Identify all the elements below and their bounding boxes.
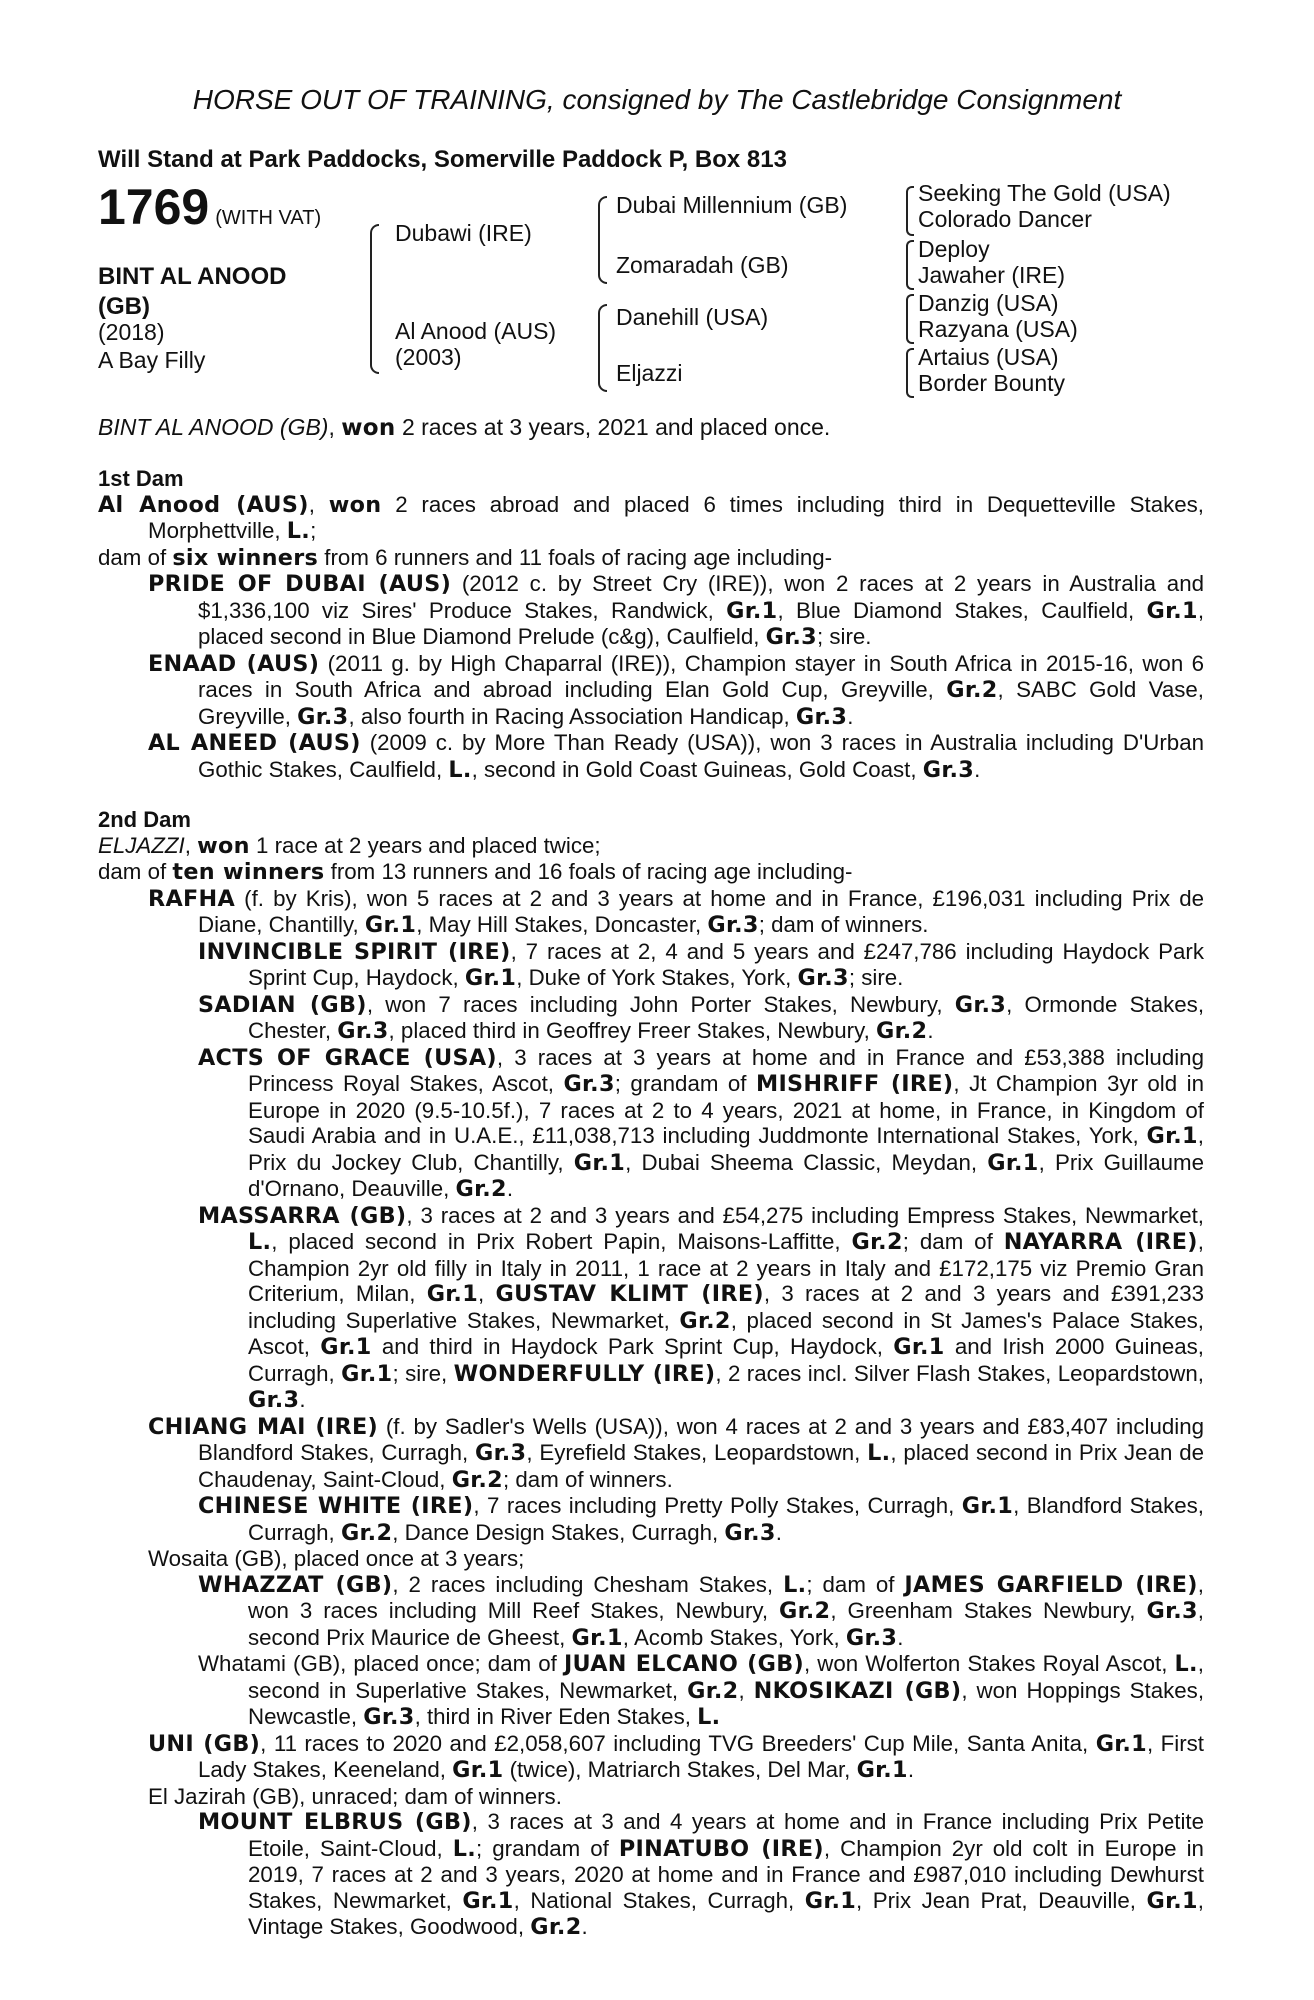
pedigree-sds: Deploy bbox=[918, 236, 990, 262]
pedigree-brace bbox=[906, 186, 914, 236]
grade-label: Gr.3 bbox=[475, 1440, 527, 1466]
record-text: and Irish 2000 Guineas, Curragh, bbox=[248, 1334, 1204, 1386]
horse-name-bold: PINATUBO (IRE) bbox=[618, 1835, 824, 1862]
record-text: , 2 races incl. Silver Flash Stakes, Leopardstown, bbox=[715, 1360, 1204, 1386]
grade-label: Gr.1 bbox=[987, 1149, 1039, 1176]
produce-record bbox=[98, 466, 1204, 1941]
horse-name-bold: WONDERFULLY (IRE) bbox=[453, 1360, 716, 1387]
record-text: , Dance Design Stakes, Curragh, bbox=[392, 1519, 725, 1545]
record-text: . bbox=[897, 1624, 904, 1650]
horse-name-bold: JAMES GARFIELD (IRE) bbox=[904, 1571, 1198, 1598]
won-label: won bbox=[197, 832, 250, 859]
record-text: , placed second in Blue Diamond Prelude (c&g), Caulfield, bbox=[198, 597, 1205, 649]
record-text: , 11 races to 2020 and £2,058,607 including TVG Breeders' Cup Mile, Santa Anita, bbox=[260, 1730, 1096, 1756]
record-text: . bbox=[974, 756, 981, 782]
grade-label: L. bbox=[452, 1835, 477, 1862]
pedigree-sire-dam: Zomaradah (GB) bbox=[616, 252, 789, 278]
produce-entry bbox=[98, 1414, 1204, 1494]
record-text: ; sire. bbox=[848, 965, 904, 990]
pedigree-brace bbox=[598, 196, 607, 284]
record-text: . bbox=[299, 1387, 306, 1412]
record-text: , Blue Diamond Stakes, Caulfield, bbox=[777, 597, 1147, 623]
record-text: dam of bbox=[98, 859, 173, 884]
race-summary: BINT AL ANOOD (GB), won 2 races at 3 years, 2021 and placed once. bbox=[98, 414, 831, 441]
horse-name-bold: INVINCIBLE SPIRIT (IRE) bbox=[198, 938, 511, 965]
horse-name-bold: NKOSIKAZI (GB) bbox=[753, 1677, 962, 1704]
pedigree-sss: Seeking The Gold (USA) bbox=[918, 180, 1171, 206]
produce-entry bbox=[98, 1045, 1204, 1203]
grade-label: Gr.2 bbox=[451, 1466, 503, 1493]
record-text: ; dam of winners. bbox=[758, 912, 929, 937]
lot-number-value: 1769 bbox=[98, 179, 210, 235]
horse-name-bold: MASSARRA (GB) bbox=[198, 1202, 407, 1229]
record-text: , second Prix Maurice de Gheest, bbox=[248, 1598, 1204, 1650]
dam-name: Al Anood (AUS) bbox=[98, 491, 309, 518]
pedigree-ssd: Colorado Dancer bbox=[918, 206, 1092, 232]
vat-note: (WITH VAT) bbox=[215, 207, 322, 229]
dam-name: ELJAZZI bbox=[98, 832, 185, 858]
grade-label: L. bbox=[867, 1440, 891, 1466]
grade-label: Gr.2 bbox=[946, 677, 998, 703]
record-text: (f. by Kris), won 5 races at 2 and 3 years at home and in France, £196,031 including Prix de Diane, Chantilly, bbox=[198, 885, 1204, 937]
horse-name-bold: SADIAN (GB) bbox=[198, 991, 367, 1018]
produce-entry bbox=[98, 939, 1204, 992]
grade-label: Gr.2 bbox=[851, 1229, 903, 1255]
pedigree-dsd: Razyana (USA) bbox=[918, 316, 1078, 342]
record-text: , placed third in Geoffrey Freer Stakes, Newbury, bbox=[388, 1018, 876, 1043]
first-dam-heading: 1st Dam bbox=[98, 466, 184, 491]
grade-label: L. bbox=[448, 756, 472, 783]
horse-name-bold: WHAZZAT (GB) bbox=[198, 1571, 393, 1598]
record-text: 2 races abroad and placed 6 times including third in Dequetteville Stakes, Morphettville, bbox=[148, 491, 1204, 543]
horse-name-bold: ENAAD (AUS) bbox=[148, 650, 320, 677]
horse-name-bold: CHIANG MAI (IRE) bbox=[148, 1413, 378, 1440]
record-text: , Prix Guillaume d'Ornano, Deauville, bbox=[248, 1149, 1205, 1201]
grade-label: Gr.1 bbox=[1146, 1887, 1198, 1914]
pedigree-brace bbox=[906, 348, 914, 398]
record-text: . bbox=[775, 1519, 782, 1545]
grade-label: Gr.2 bbox=[779, 1598, 831, 1624]
record-text: , placed second in St James's Palace Stakes, Ascot, bbox=[248, 1307, 1204, 1359]
grade-label: Gr.1 bbox=[462, 1887, 514, 1914]
record-text: ; grandam of bbox=[614, 1071, 756, 1096]
grade-label: Gr.3 bbox=[297, 703, 349, 730]
grade-label: Gr.2 bbox=[340, 1519, 393, 1546]
grade-label: Gr.1 bbox=[856, 1757, 908, 1783]
record-text: , second in Gold Coast Guineas, Gold Coast, bbox=[471, 756, 923, 782]
produce-entry bbox=[98, 1731, 1204, 1784]
record-text: ; dam of bbox=[902, 1229, 1004, 1254]
second-dam-heading: 2nd Dam bbox=[98, 807, 191, 832]
horse-description: A Bay Filly bbox=[98, 347, 206, 373]
grade-label: Gr.3 bbox=[954, 991, 1007, 1018]
record-text: , 3 races at 3 and 4 years at home and in France including Prix Petite Etoile, Saint-Cloud, bbox=[248, 1809, 1204, 1861]
produce-entry bbox=[98, 1809, 1204, 1941]
record-text: , Acomb Stakes, York, bbox=[622, 1624, 846, 1650]
record-text: 1 race at 2 years and placed twice; bbox=[249, 832, 601, 858]
won-label: won bbox=[328, 491, 382, 518]
record-text: , Prix du Jockey Club, Chantilly, bbox=[248, 1123, 1204, 1175]
winners-count: six winners bbox=[172, 544, 319, 571]
record-text: , Prix Jean Prat, Deauville, bbox=[856, 1887, 1147, 1913]
record-text: , won Hoppings Stakes, Newcastle, bbox=[248, 1677, 1205, 1729]
pedigree-dam-sire: Danehill (USA) bbox=[616, 304, 769, 330]
grade-label: Gr.1 bbox=[804, 1887, 857, 1914]
lot-number bbox=[98, 178, 321, 236]
record-text: (2012 c. by Street Cry (IRE)), won 2 races at 2 years in Australia and $1,336,100 viz Sires' Produce Stakes, Randwick, bbox=[198, 571, 1205, 623]
horse-name-bold: NAYARRA (IRE) bbox=[1003, 1229, 1198, 1255]
record-text: , Vintage Stakes, Goodwood, bbox=[248, 1887, 1204, 1939]
record-text: , Blandford Stakes, Curragh, bbox=[248, 1493, 1204, 1545]
record-text: , May Hill Stakes, Doncaster, bbox=[416, 912, 708, 937]
record-text: , Jt Champion 3yr old in Europe in 2020 (9.5-10.5f.), 7 races at 2 to 4 years, 2021 at home, in France, in Kingdom of Saudi Arabia and in U.A.E., £11,038,713 including Juddmonte International Stakes, York, bbox=[248, 1071, 1204, 1148]
summary-horse: BINT AL ANOOD (GB) bbox=[98, 414, 329, 440]
grade-label: L. bbox=[286, 518, 311, 544]
record-text: ; bbox=[310, 518, 317, 543]
horse-name: BINT AL ANOOD (GB) bbox=[98, 263, 287, 320]
record-text: , Champion 2yr old filly in Italy in 2011, 1 race at 2 years in Italy and £172,175 viz Premio Gran Criterium, Milan, bbox=[248, 1229, 1204, 1306]
grade-label: Gr.3 bbox=[724, 1519, 776, 1546]
grade-label: L. bbox=[248, 1229, 272, 1255]
record-text: , third in River Eden Stakes, bbox=[414, 1704, 698, 1729]
produce-entry bbox=[98, 730, 1204, 783]
grade-label: L. bbox=[1174, 1651, 1198, 1677]
produce-entry bbox=[98, 886, 1204, 939]
record-text: ; dam of winners. bbox=[503, 1466, 673, 1492]
record-text: Whatami (GB), placed once; dam of bbox=[198, 1651, 564, 1676]
record-text: , Ormonde Stakes, Chester, bbox=[248, 991, 1205, 1043]
record-text: , National Stakes, Curragh, bbox=[513, 1887, 805, 1913]
grade-label: Gr.3 bbox=[707, 912, 759, 938]
second-dam-record: ELJAZZI, won 1 race at 2 years and placed twice; bbox=[98, 832, 601, 859]
grade-label: Gr.3 bbox=[363, 1704, 415, 1730]
section-gap bbox=[98, 783, 1204, 807]
record-text: , won Wolferton Stakes Royal Ascot, bbox=[804, 1651, 1175, 1676]
summary-won: won bbox=[341, 415, 396, 441]
pedigree-sire-sire: Dubai Millennium (GB) bbox=[616, 192, 848, 218]
record-text: , 3 races at 3 years at home and in France and £53,388 including Princess Royal Stakes, Ascot, bbox=[248, 1044, 1204, 1096]
record-text: , Eyrefield Stakes, Leopardstown, bbox=[526, 1440, 868, 1465]
record-text: dam of bbox=[98, 544, 173, 570]
grade-label: Gr.1 bbox=[573, 1149, 626, 1176]
grade-label: Gr.3 bbox=[765, 624, 817, 650]
first-dam-produce bbox=[98, 545, 1204, 572]
horse-name-bold: GUSTAV KLIMT (IRE) bbox=[495, 1281, 764, 1307]
pedigree-brace bbox=[906, 240, 914, 290]
pedigree-sire: Dubawi (IRE) bbox=[395, 220, 532, 246]
grade-label: Gr.1 bbox=[464, 965, 517, 991]
record-text: . bbox=[581, 1914, 588, 1939]
grade-label: Gr.1 bbox=[426, 1281, 479, 1307]
record-text: , First Lady Stakes, Keeneland, bbox=[198, 1730, 1204, 1782]
record-text: from 13 runners and 16 foals of racing age including- bbox=[324, 859, 853, 884]
record-text: (f. by Sadler's Wells (USA)), won 4 races at 2 and 3 years and £83,407 including Blandford Stakes, Curragh, bbox=[198, 1413, 1204, 1465]
grade-label: L. bbox=[783, 1571, 807, 1598]
horse-name-bold: UNI (GB) bbox=[148, 1730, 261, 1757]
summary-text: 2 races at 3 years, 2021 and placed once. bbox=[395, 414, 831, 440]
record-text: , won 3 races including Mill Reef Stakes, Newbury, bbox=[248, 1571, 1204, 1623]
produce-entry: Wosaita (GB), placed once at 3 years; bbox=[148, 1546, 525, 1571]
horse-name-bold: ACTS OF GRACE (USA) bbox=[198, 1044, 497, 1071]
winners-count: ten winners bbox=[172, 859, 325, 885]
horse-name-bold: MISHRIFF (IRE) bbox=[755, 1071, 954, 1097]
grade-label: Gr.1 bbox=[961, 1493, 1014, 1519]
grade-label: Gr.3 bbox=[845, 1624, 898, 1651]
record-text: , 7 races at 2, 4 and 5 years and £247,786 including Haydock Park Sprint Cup, Haydock, bbox=[248, 938, 1204, 990]
grade-label: Gr.3 bbox=[563, 1071, 615, 1097]
grade-label: Gr.3 bbox=[797, 965, 849, 991]
produce-entry bbox=[98, 651, 1204, 731]
record-text: , placed second in Prix Robert Papin, Maisons-Laffitte, bbox=[271, 1229, 852, 1254]
stand-location: Will Stand at Park Paddocks, Somerville Paddock P, Box 813 bbox=[98, 146, 787, 173]
grade-label: Gr.2 bbox=[530, 1914, 582, 1940]
grade-label: Gr.1 bbox=[1095, 1730, 1147, 1757]
pedigree-dds: Artaius (USA) bbox=[918, 344, 1059, 370]
pedigree-brace bbox=[370, 224, 379, 374]
horse-name-bold: RAFHA bbox=[148, 885, 236, 912]
record-text: , Dubai Sheema Classic, Meydan, bbox=[625, 1149, 988, 1175]
record-text: , 7 races including Pretty Polly Stakes, Curragh, bbox=[473, 1493, 962, 1518]
grade-label: Gr.3 bbox=[922, 756, 975, 783]
grade-label: Gr.3 bbox=[248, 1387, 300, 1413]
grade-label: Gr.1 bbox=[320, 1334, 372, 1360]
record-text: , bbox=[738, 1677, 754, 1703]
record-text: (2009 c. by More Than Ready (USA)), won 3 races in Australia including D'Urban Gothic Stakes, Caulfield, bbox=[198, 730, 1204, 782]
produce-entry bbox=[98, 1203, 1204, 1414]
page-header: HORSE OUT OF TRAINING, consigned by The Castlebridge Consignment bbox=[192, 84, 1122, 115]
grade-label: Gr.1 bbox=[1146, 1123, 1198, 1149]
record-text: , Duke of York Stakes, York, bbox=[516, 965, 798, 990]
record-text: ; grandam of bbox=[476, 1835, 619, 1861]
produce-entry bbox=[98, 1493, 1204, 1546]
pedigree-dam-dam: Eljazzi bbox=[616, 360, 683, 386]
pedigree-dam: Al Anood (AUS) bbox=[395, 318, 557, 344]
record-text: , second in Superlative Stakes, Newmarket, bbox=[248, 1651, 1204, 1703]
horse-name-bold: CHINESE WHITE (IRE) bbox=[198, 1493, 474, 1519]
grade-label: Gr.3 bbox=[337, 1018, 389, 1044]
grade-label: Gr.2 bbox=[687, 1677, 739, 1704]
horse-name-bold: PRIDE OF DUBAI (AUS) bbox=[148, 571, 452, 597]
record-text: ; sire. bbox=[816, 624, 872, 649]
record-text: . bbox=[847, 703, 854, 729]
horse-name-bold: JUAN ELCANO (GB) bbox=[563, 1651, 805, 1677]
record-text: . bbox=[907, 1757, 915, 1782]
record-text: , also fourth in Racing Association Handicap, bbox=[348, 703, 796, 729]
record-text: (twice), Matriarch Stakes, Del Mar, bbox=[503, 1757, 857, 1782]
record-text: , 2 races including Chesham Stakes, bbox=[392, 1571, 784, 1597]
record-text: ; sire, bbox=[392, 1360, 454, 1386]
grade-label: Gr.2 bbox=[679, 1307, 731, 1334]
record-text: (2011 g. by High Chaparral (IRE)), Champion stayer in South Africa in 2015-16, won 6 races in South Africa and abroad including Elan Gold Cup, Greyville, bbox=[198, 650, 1204, 702]
record-text: , 3 races at 2 and 3 years and £54,275 including Empress Stakes, Newmarket, bbox=[406, 1202, 1204, 1228]
record-text: from 6 runners and 11 foals of racing age including- bbox=[318, 544, 833, 570]
grade-label: Gr.2 bbox=[455, 1176, 507, 1202]
pedigree-dss: Danzig (USA) bbox=[918, 290, 1059, 316]
second-dam-produce bbox=[98, 859, 1204, 886]
first-dam-record: Al Anood (AUS), won 2 races abroad and placed 6 times including third in Dequetteville Stakes, Morphettville, L.; bbox=[98, 491, 1204, 544]
grade-label: Gr.1 bbox=[341, 1360, 393, 1387]
record-text: and third in Haydock Park Sprint Cup, Haydock, bbox=[371, 1334, 894, 1359]
record-text: , Greenham Stakes Newbury, bbox=[830, 1598, 1147, 1623]
horse-name-bold: MOUNT ELBRUS (GB) bbox=[198, 1809, 472, 1835]
grade-label: Gr.3 bbox=[795, 703, 848, 730]
horse-details bbox=[98, 318, 205, 374]
grade-label: Gr.1 bbox=[364, 912, 417, 938]
record-text: , Champion 2yr old colt in Europe in 2019, 7 races at 2 and 3 years, 2020 at home and in France and £987,010 including Dewhurst Stakes, Newmarket, bbox=[248, 1835, 1204, 1913]
horse-name-bold: AL ANEED (AUS) bbox=[148, 730, 361, 756]
produce-entry: El Jazirah (GB), unraced; dam of winners. bbox=[148, 1783, 562, 1809]
grade-label: Gr.1 bbox=[452, 1757, 504, 1783]
pedigree-brace bbox=[906, 294, 914, 344]
grade-label: Gr.1 bbox=[1146, 597, 1198, 624]
pedigree-brace bbox=[598, 304, 607, 392]
produce-entry bbox=[98, 1651, 1204, 1731]
horse-year: (2018) bbox=[98, 319, 165, 345]
grade-label: Gr.1 bbox=[726, 597, 778, 624]
pedigree-sdd: Jawaher (IRE) bbox=[918, 262, 1065, 288]
record-text: , won 7 races including John Porter Stakes, Newbury, bbox=[366, 991, 955, 1017]
record-text: , placed second in Prix Jean de Chaudenay, Saint-Cloud, bbox=[198, 1440, 1204, 1492]
produce-entry bbox=[98, 992, 1204, 1045]
pedigree-ddd: Border Bounty bbox=[918, 370, 1066, 396]
record-text: . bbox=[506, 1176, 514, 1201]
produce-entry bbox=[98, 571, 1204, 651]
grade-label: Gr.1 bbox=[571, 1624, 623, 1651]
grade-label: Gr.2 bbox=[876, 1018, 928, 1044]
record-text: , bbox=[478, 1281, 496, 1306]
grade-label: Gr.3 bbox=[1146, 1598, 1198, 1624]
produce-entry bbox=[98, 1572, 1204, 1652]
record-text: , SABC Gold Vase, Greyville, bbox=[198, 677, 1204, 729]
record-text: . bbox=[927, 1018, 934, 1043]
record-text: ; dam of bbox=[806, 1571, 905, 1597]
grade-label: Gr.1 bbox=[893, 1334, 945, 1360]
record-text: , 3 races at 2 and 3 years and £391,233 including Superlative Stakes, Newmarket, bbox=[248, 1281, 1204, 1333]
pedigree-dam-year: (2003) bbox=[395, 344, 462, 370]
grade-label: L. bbox=[697, 1704, 721, 1730]
